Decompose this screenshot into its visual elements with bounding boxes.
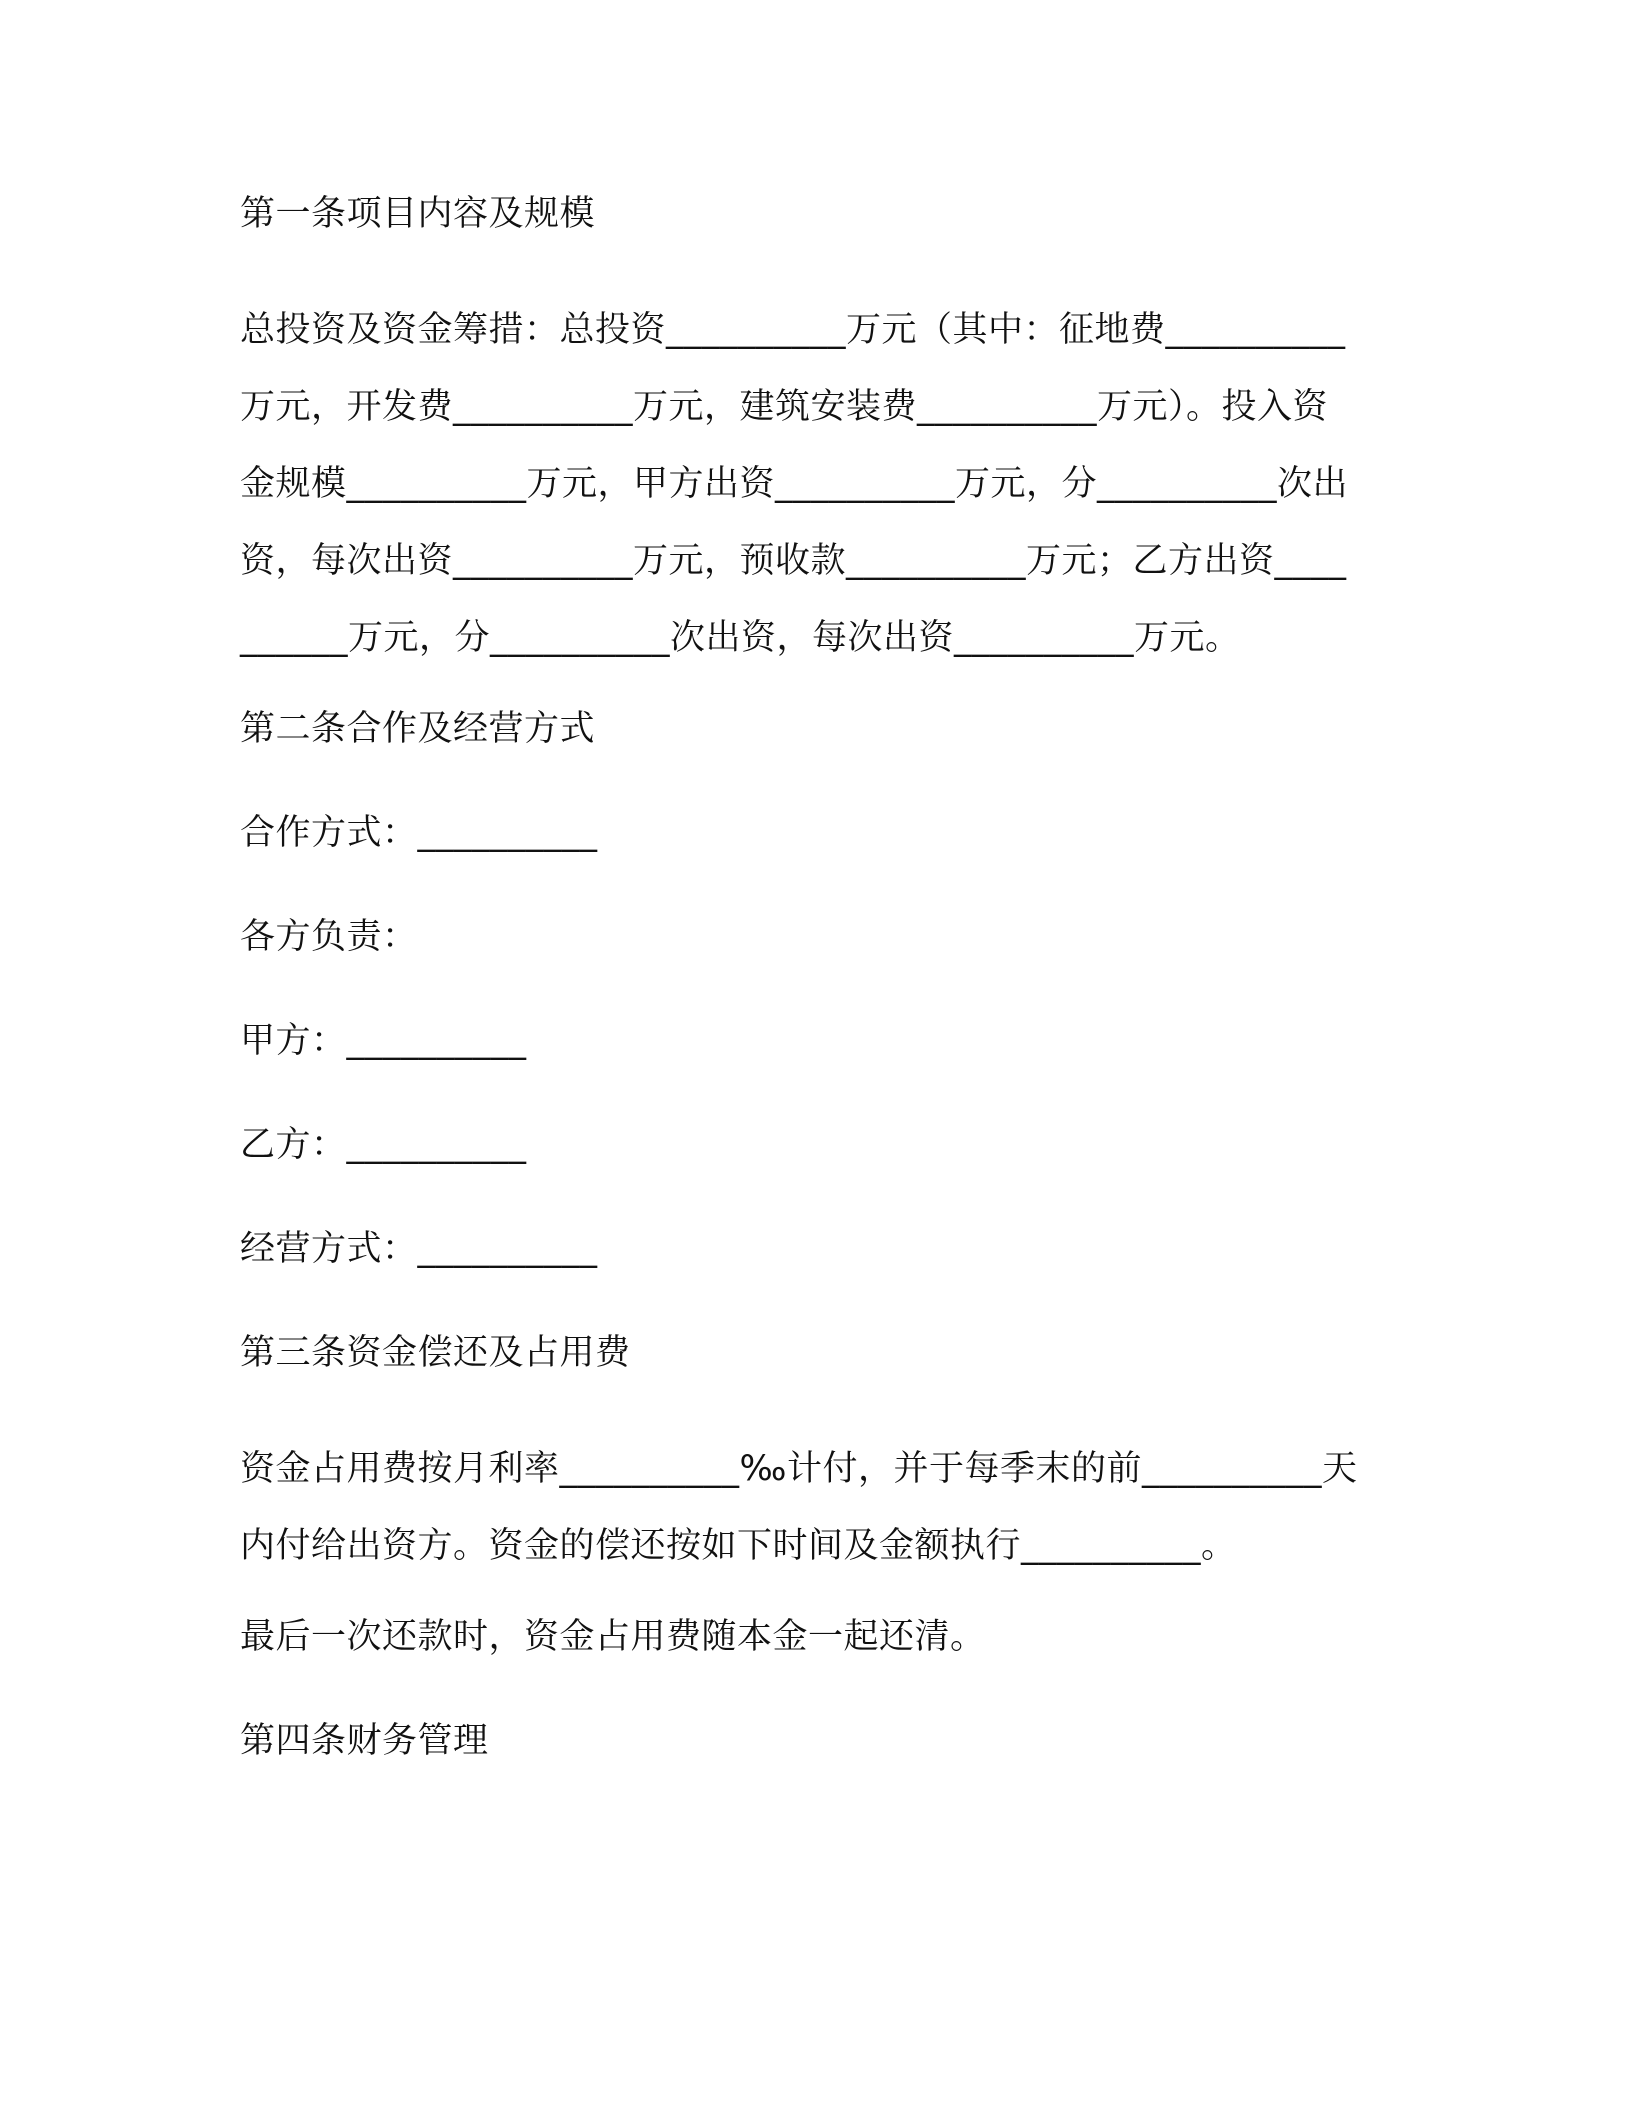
responsibilities-label: 各方负责： bbox=[240, 917, 418, 957]
party-b-line: 乙方：__________ bbox=[240, 1125, 527, 1165]
party-a-line: 甲方：__________ bbox=[240, 1021, 527, 1061]
operation-method: 经营方式：__________ bbox=[240, 1229, 598, 1269]
final-payment-note: 最后一次还款时，资金占用费随本金一起还清。 bbox=[240, 1617, 986, 1657]
cooperation-method: 合作方式：__________ bbox=[240, 813, 598, 853]
article-1-body: 总投资及资金筹措：总投资__________万元（其中：征地费__________万元，开发费__________万元，建筑安装费__________万元）。投入资金规模__________万元，甲方出资__________万元，分__________次出资，每次出资__________万元，预收款__________万元；乙方出资__________万元，分__________次出资，每次出资__________万元。 bbox=[240, 310, 1349, 658]
article-1-heading: 第一条项目内容及规模 bbox=[240, 194, 596, 234]
article-3-heading: 第三条资金偿还及占用费 bbox=[240, 1333, 631, 1373]
article-2-heading: 第二条合作及经营方式 bbox=[240, 709, 596, 749]
article-4-heading: 第四条财务管理 bbox=[240, 1721, 489, 1761]
document-content bbox=[240, 188, 1360, 1819]
article-3-body: 资金占用费按月利率__________‰计付，并于每季末的前__________天内付给出资方。资金的偿还按如下时间及金额执行__________。 bbox=[240, 1449, 1358, 1566]
